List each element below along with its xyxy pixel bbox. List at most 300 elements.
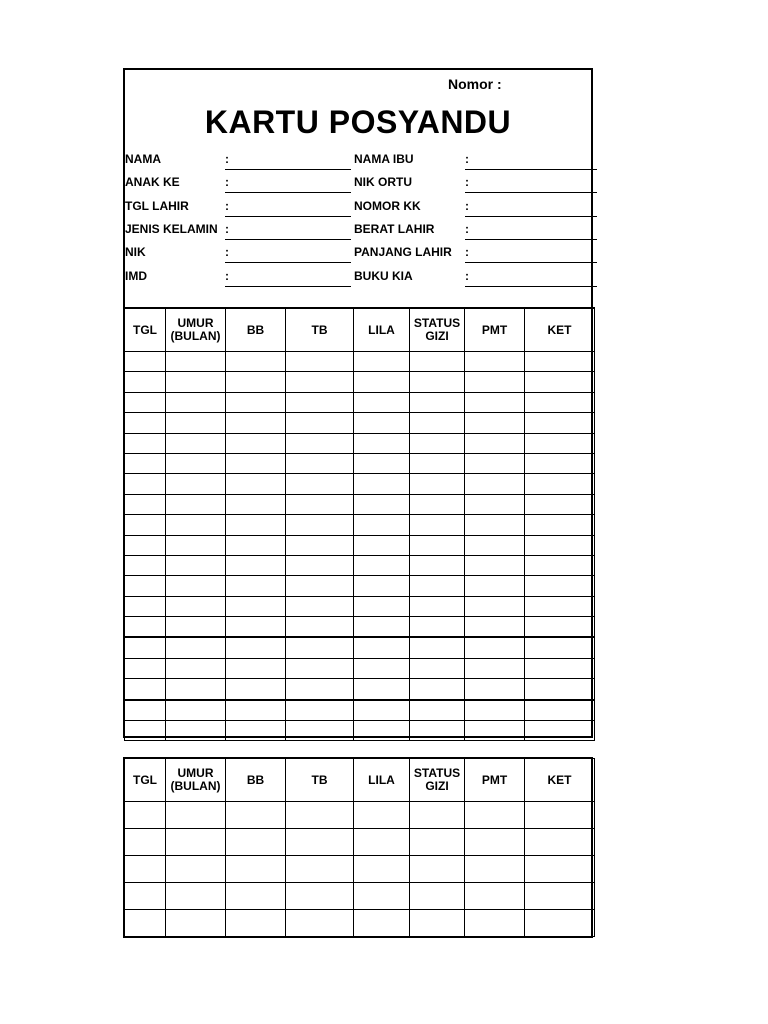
table-cell[interactable] — [166, 352, 226, 372]
table-cell[interactable] — [354, 829, 410, 856]
table-cell[interactable] — [465, 802, 525, 829]
table-cell[interactable] — [125, 555, 166, 575]
column-header-line1: KET — [547, 322, 572, 337]
field-colon: : — [465, 222, 469, 236]
column-header — [286, 308, 354, 352]
table-cell[interactable] — [354, 413, 410, 433]
table-cell[interactable] — [226, 453, 286, 473]
field-jenis-kelamin — [125, 220, 353, 240]
table-cell[interactable] — [125, 802, 166, 829]
table-cell[interactable] — [166, 700, 226, 721]
field-nik — [125, 243, 353, 263]
table-cell[interactable] — [125, 910, 166, 937]
table-cell[interactable] — [226, 721, 286, 741]
table-cell[interactable] — [410, 829, 465, 856]
field-nomor-kk — [354, 197, 597, 217]
field-fill-line[interactable] — [465, 169, 597, 170]
column-header-line1: BB — [246, 772, 265, 787]
table-cell[interactable] — [125, 372, 166, 392]
table-cell[interactable] — [226, 802, 286, 829]
table-cell[interactable] — [354, 802, 410, 829]
table-cell[interactable] — [354, 596, 410, 616]
table-cell[interactable] — [465, 721, 525, 741]
field-anak-ke — [125, 173, 353, 193]
table-cell[interactable] — [410, 515, 465, 535]
table-cell[interactable] — [125, 856, 166, 883]
table-cell[interactable] — [166, 413, 226, 433]
field-colon: : — [225, 175, 229, 189]
table-cell[interactable] — [286, 883, 354, 910]
field-tgl-lahir — [125, 197, 353, 217]
table-cell[interactable] — [166, 617, 226, 638]
table-cell[interactable] — [286, 352, 354, 372]
field-nama — [125, 150, 353, 170]
table-cell[interactable] — [410, 700, 465, 721]
column-header — [286, 759, 354, 802]
table-cell[interactable] — [525, 637, 595, 658]
table-cell[interactable] — [125, 576, 166, 596]
table-cell[interactable] — [166, 596, 226, 616]
field-imd — [125, 267, 353, 287]
table-cell[interactable] — [226, 637, 286, 658]
column-header-line2: (BULAN) — [170, 779, 221, 793]
column-header — [525, 759, 595, 802]
table-cell[interactable] — [465, 494, 525, 514]
table-cell[interactable] — [525, 829, 595, 856]
column-header-line1: STATUS — [413, 316, 461, 330]
table-cell[interactable] — [410, 576, 465, 596]
field-colon: : — [225, 222, 229, 236]
table-cell[interactable] — [286, 700, 354, 721]
column-header-line1: TB — [311, 322, 328, 337]
table-cell[interactable] — [525, 413, 595, 433]
table-cell[interactable] — [125, 453, 166, 473]
table-cell[interactable] — [465, 883, 525, 910]
field-colon: : — [225, 245, 229, 259]
table-cell[interactable] — [286, 802, 354, 829]
table-cell[interactable] — [354, 658, 410, 678]
table-cell[interactable] — [166, 372, 226, 392]
table-cell[interactable] — [286, 856, 354, 883]
table-cell[interactable] — [410, 474, 465, 494]
table-row — [125, 515, 595, 535]
column-header — [125, 759, 166, 802]
column-header-line1: LILA — [368, 772, 395, 787]
table-cell[interactable] — [465, 535, 525, 555]
table-cell[interactable] — [166, 883, 226, 910]
table-cell[interactable] — [226, 617, 286, 638]
table-row — [125, 474, 595, 494]
table-cell[interactable] — [525, 679, 595, 700]
table-cell[interactable] — [226, 474, 286, 494]
table-cell[interactable] — [465, 829, 525, 856]
table-row — [125, 596, 595, 616]
table-row — [125, 433, 595, 453]
table-cell[interactable] — [166, 576, 226, 596]
table-cell[interactable] — [166, 829, 226, 856]
table-cell[interactable] — [286, 637, 354, 658]
table-cell[interactable] — [465, 637, 525, 658]
field-fill-line[interactable] — [225, 262, 351, 263]
table-cell[interactable] — [410, 883, 465, 910]
table-cell[interactable] — [354, 352, 410, 372]
table-cell[interactable] — [410, 413, 465, 433]
field-colon: : — [465, 175, 469, 189]
column-header — [465, 759, 525, 802]
table-cell[interactable] — [125, 883, 166, 910]
field-fill-line[interactable] — [465, 192, 597, 193]
field-colon: : — [465, 199, 469, 213]
table-cell[interactable] — [465, 474, 525, 494]
table-row — [125, 392, 595, 412]
table-cell[interactable] — [166, 494, 226, 514]
field-colon: : — [465, 269, 469, 283]
page-title: KARTU POSYANDU — [204, 104, 512, 140]
table-cell[interactable] — [226, 515, 286, 535]
table-cell[interactable] — [286, 721, 354, 741]
column-header-line1: STATUS — [413, 766, 461, 780]
table-cell[interactable] — [525, 535, 595, 555]
growth-table-2 — [124, 758, 595, 937]
table-cell[interactable] — [125, 413, 166, 433]
table-cell[interactable] — [410, 721, 465, 741]
table-cell[interactable] — [166, 658, 226, 678]
table-cell[interactable] — [525, 883, 595, 910]
table-cell[interactable] — [226, 576, 286, 596]
table-cell[interactable] — [525, 721, 595, 741]
table-cell[interactable] — [465, 576, 525, 596]
table-cell[interactable] — [354, 637, 410, 658]
table-cell[interactable] — [166, 535, 226, 555]
table-cell[interactable] — [125, 721, 166, 741]
table-row — [125, 372, 595, 392]
table-cell[interactable] — [465, 910, 525, 937]
table-cell[interactable] — [410, 910, 465, 937]
table-row — [125, 658, 595, 678]
table-cell[interactable] — [226, 856, 286, 883]
table-row — [125, 555, 595, 575]
table-cell[interactable] — [125, 637, 166, 658]
table-cell[interactable] — [286, 658, 354, 678]
table-cell[interactable] — [525, 576, 595, 596]
table-cell[interactable] — [410, 596, 465, 616]
table-cell[interactable] — [125, 829, 166, 856]
table-cell[interactable] — [465, 617, 525, 638]
field-label: PANJANG LAHIR — [354, 245, 452, 259]
field-fill-line[interactable] — [225, 169, 351, 170]
table-cell[interactable] — [125, 474, 166, 494]
table-row — [125, 700, 595, 721]
table-cell[interactable] — [465, 515, 525, 535]
field-fill-line[interactable] — [465, 239, 597, 240]
table-cell[interactable] — [354, 576, 410, 596]
table-row — [125, 637, 595, 658]
table-cell[interactable] — [286, 515, 354, 535]
column-header — [525, 308, 595, 352]
table-cell[interactable] — [410, 494, 465, 514]
column-header — [354, 759, 410, 802]
table-row — [125, 576, 595, 596]
field-label: NIK ORTU — [354, 175, 412, 189]
table-cell[interactable] — [525, 555, 595, 575]
table-cell[interactable] — [125, 535, 166, 555]
field-fill-line[interactable] — [225, 239, 351, 240]
column-header-line2: GIZI — [425, 779, 449, 793]
table-cell[interactable] — [226, 372, 286, 392]
table-cell[interactable] — [465, 372, 525, 392]
table-row — [125, 679, 595, 700]
column-header-line1: KET — [547, 772, 572, 787]
table-row — [125, 910, 595, 937]
table-cell[interactable] — [410, 637, 465, 658]
table-cell[interactable] — [226, 658, 286, 678]
table-cell[interactable] — [465, 453, 525, 473]
table-cell[interactable] — [166, 392, 226, 412]
column-header-line1: TB — [311, 772, 328, 787]
growth-table-1 — [124, 307, 595, 741]
table-cell[interactable] — [354, 617, 410, 638]
field-label: BERAT LAHIR — [354, 222, 435, 236]
field-fill-line[interactable] — [225, 216, 351, 217]
column-header-line1: LILA — [368, 322, 395, 337]
table-cell[interactable] — [226, 829, 286, 856]
table-cell[interactable] — [465, 596, 525, 616]
table-cell[interactable] — [525, 515, 595, 535]
table-cell[interactable] — [125, 515, 166, 535]
column-header-line1: UMUR — [177, 766, 214, 780]
table-cell[interactable] — [166, 433, 226, 453]
table-cell[interactable] — [226, 883, 286, 910]
field-label: NOMOR KK — [354, 199, 421, 213]
column-header — [166, 759, 226, 802]
table-cell[interactable] — [465, 433, 525, 453]
field-colon: : — [465, 245, 469, 259]
table-cell[interactable] — [354, 474, 410, 494]
table-cell[interactable] — [226, 413, 286, 433]
table-cell[interactable] — [465, 555, 525, 575]
table-cell[interactable] — [354, 721, 410, 741]
field-panjang-lahir — [354, 243, 597, 263]
table-row — [125, 883, 595, 910]
table-cell[interactable] — [166, 637, 226, 658]
table-cell[interactable] — [226, 596, 286, 616]
field-buku-kia — [354, 267, 597, 287]
table-cell[interactable] — [525, 700, 595, 721]
table-cell[interactable] — [354, 453, 410, 473]
table-cell[interactable] — [410, 372, 465, 392]
table-row — [125, 352, 595, 372]
table-cell[interactable] — [410, 453, 465, 473]
table-cell[interactable] — [166, 453, 226, 473]
field-colon: : — [225, 199, 229, 213]
table-cell[interactable] — [125, 700, 166, 721]
field-colon: : — [465, 152, 469, 166]
field-fill-line[interactable] — [465, 216, 597, 217]
field-berat-lahir — [354, 220, 597, 240]
table-cell[interactable] — [125, 392, 166, 412]
table-cell[interactable] — [525, 910, 595, 937]
table-cell[interactable] — [354, 515, 410, 535]
table-cell[interactable] — [125, 352, 166, 372]
table-cell[interactable] — [525, 494, 595, 514]
table-cell[interactable] — [354, 679, 410, 700]
table-row — [125, 617, 595, 638]
table-cell[interactable] — [226, 700, 286, 721]
table-cell[interactable] — [166, 515, 226, 535]
table-cell[interactable] — [410, 352, 465, 372]
table-cell[interactable] — [226, 494, 286, 514]
table-cell[interactable] — [354, 494, 410, 514]
table-cell[interactable] — [226, 679, 286, 700]
column-header — [166, 308, 226, 352]
table-cell[interactable] — [525, 617, 595, 638]
table-cell[interactable] — [525, 392, 595, 412]
table-cell[interactable] — [226, 352, 286, 372]
table-cell[interactable] — [354, 910, 410, 937]
table-cell[interactable] — [226, 910, 286, 937]
table-cell[interactable] — [354, 535, 410, 555]
field-label: NAMA IBU — [354, 152, 414, 166]
table-cell[interactable] — [286, 829, 354, 856]
table-cell[interactable] — [286, 679, 354, 700]
table-cell[interactable] — [465, 352, 525, 372]
table-cell[interactable] — [354, 856, 410, 883]
table-cell[interactable] — [465, 700, 525, 721]
table-cell[interactable] — [465, 856, 525, 883]
table-cell[interactable] — [410, 802, 465, 829]
table-cell[interactable] — [226, 535, 286, 555]
table-cell[interactable] — [286, 474, 354, 494]
table-cell[interactable] — [166, 474, 226, 494]
table-row — [125, 535, 595, 555]
table-cell[interactable] — [354, 392, 410, 412]
table-cell[interactable] — [410, 679, 465, 700]
column-header — [410, 759, 465, 802]
table-cell[interactable] — [410, 535, 465, 555]
table-row — [125, 413, 595, 433]
column-header-line1: UMUR — [177, 316, 214, 330]
table-cell[interactable] — [286, 576, 354, 596]
table-cell[interactable] — [286, 535, 354, 555]
field-label: IMD — [125, 269, 147, 283]
table-cell[interactable] — [226, 433, 286, 453]
table-cell[interactable] — [286, 433, 354, 453]
column-header-line1: PMT — [481, 772, 508, 787]
column-header-line2: GIZI — [425, 329, 449, 343]
field-fill-line[interactable] — [465, 286, 597, 287]
table-cell[interactable] — [410, 617, 465, 638]
table-row — [125, 453, 595, 473]
column-header-line2: (BULAN) — [170, 329, 221, 343]
table-cell[interactable] — [525, 352, 595, 372]
field-label: TGL LAHIR — [125, 199, 189, 213]
table-row — [125, 721, 595, 741]
table-cell[interactable] — [226, 555, 286, 575]
table-cell[interactable] — [525, 802, 595, 829]
column-header-line1: TGL — [133, 772, 157, 787]
table-cell[interactable] — [465, 413, 525, 433]
table-cell[interactable] — [286, 453, 354, 473]
field-fill-line[interactable] — [465, 262, 597, 263]
table-cell[interactable] — [465, 679, 525, 700]
table-cell[interactable] — [410, 856, 465, 883]
table-cell[interactable] — [465, 392, 525, 412]
table-cell[interactable] — [125, 596, 166, 616]
table-cell[interactable] — [286, 494, 354, 514]
table-cell[interactable] — [465, 658, 525, 678]
table-cell[interactable] — [525, 372, 595, 392]
table-cell[interactable] — [354, 883, 410, 910]
table-cell[interactable] — [525, 596, 595, 616]
table-header-row — [125, 308, 595, 352]
table-cell[interactable] — [354, 700, 410, 721]
field-label: NAMA — [125, 152, 161, 166]
table-cell[interactable] — [286, 617, 354, 638]
table-cell[interactable] — [525, 658, 595, 678]
table-cell[interactable] — [125, 679, 166, 700]
table-cell[interactable] — [286, 413, 354, 433]
table-cell[interactable] — [166, 721, 226, 741]
table-cell[interactable] — [525, 453, 595, 473]
table-cell[interactable] — [525, 856, 595, 883]
table-cell[interactable] — [125, 658, 166, 678]
column-header — [226, 308, 286, 352]
field-label: ANAK KE — [125, 175, 180, 189]
table-row — [125, 829, 595, 856]
field-fill-line[interactable] — [225, 192, 351, 193]
field-nama-ibu — [354, 150, 597, 170]
column-header-line1: BB — [246, 322, 265, 337]
table-cell[interactable] — [525, 433, 595, 453]
table-cell[interactable] — [354, 433, 410, 453]
table-cell[interactable] — [125, 617, 166, 638]
table-row — [125, 494, 595, 514]
column-header — [410, 308, 465, 352]
column-header — [226, 759, 286, 802]
table-cell[interactable] — [166, 555, 226, 575]
table-cell[interactable] — [125, 494, 166, 514]
table-cell[interactable] — [286, 372, 354, 392]
table-cell[interactable] — [166, 910, 226, 937]
table-cell[interactable] — [525, 474, 595, 494]
table-cell[interactable] — [410, 555, 465, 575]
posyandu-card — [123, 68, 593, 738]
table-row — [125, 802, 595, 829]
table-row — [125, 856, 595, 883]
table-cell[interactable] — [286, 910, 354, 937]
column-header — [125, 308, 166, 352]
table-cell[interactable] — [354, 555, 410, 575]
table-cell[interactable] — [226, 392, 286, 412]
table-cell[interactable] — [286, 555, 354, 575]
column-header-line1: PMT — [481, 322, 508, 337]
field-label: BUKU KIA — [354, 269, 413, 283]
table-cell[interactable] — [166, 856, 226, 883]
table-cell[interactable] — [410, 658, 465, 678]
field-label: NIK — [125, 245, 146, 259]
column-header — [354, 308, 410, 352]
table-cell[interactable] — [410, 392, 465, 412]
nomor-label: Nomor : — [448, 76, 502, 92]
table-cell[interactable] — [354, 372, 410, 392]
table-cell[interactable] — [410, 433, 465, 453]
table-cell[interactable] — [166, 802, 226, 829]
table-cell[interactable] — [286, 596, 354, 616]
table-cell[interactable] — [286, 392, 354, 412]
table-cell[interactable] — [125, 433, 166, 453]
table-cell[interactable] — [166, 679, 226, 700]
field-fill-line[interactable] — [225, 286, 351, 287]
